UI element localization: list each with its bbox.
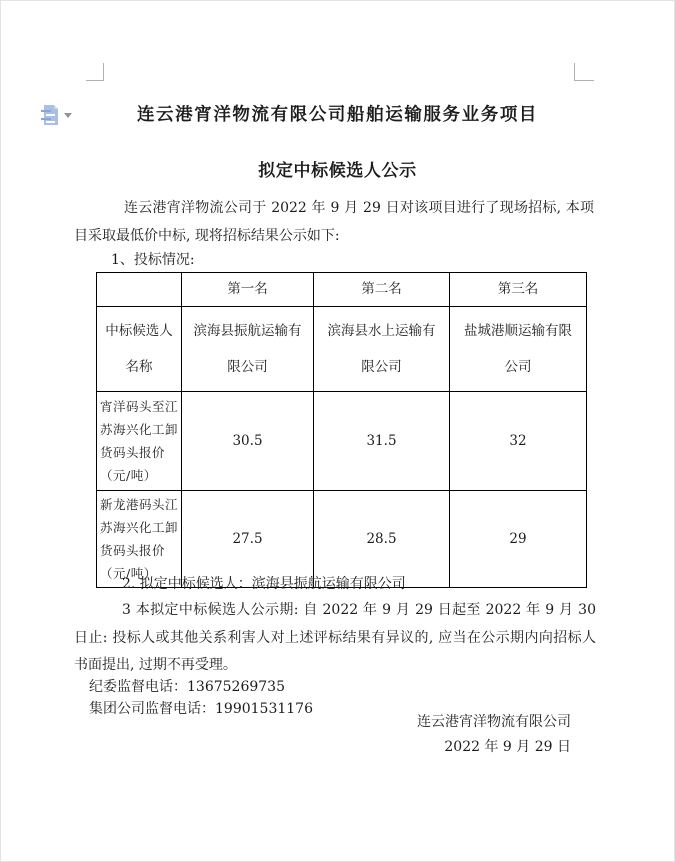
table-row-candidates (97, 307, 587, 392)
table-header-cell-second: 第二名 (314, 273, 450, 307)
section-3-text: 3 本拟定中标候选人公示期: 自 2022 年 9 月 29 日起至 2022 年 9 月 30 日止: 投标人或其他关系利害人对上述评标结果有异议的, 应当在公示期内向招标人书面提出, 过期不再受理。 (74, 602, 596, 673)
group-phone-line: 集团公司监督电话：19901531176 (89, 700, 313, 717)
signature-date: 2022 年 9 月 29 日 (444, 739, 571, 755)
candidate-cell: 滨海县水上运输有限公司 (314, 307, 450, 392)
signature-block (417, 710, 571, 760)
candidate-cell: 盐城港顺运输有限公司 (450, 307, 587, 392)
intro-paragraph: 连云港宵洋物流公司于 2022 年 9 月 29 日对该项目进行了现场招标, 本项目采取最低价中标, 现将招标结果公示如下: (74, 200, 594, 244)
row-label-cell: 新龙港码头江苏海兴化工卸货码头报价（元/吨） (97, 491, 182, 588)
price-cell: 30.5 (182, 392, 314, 491)
price-cell: 27.5 (182, 491, 314, 588)
table-header-cell-third: 第三名 (450, 273, 587, 307)
section-1-heading: 1、投标情况: (111, 252, 195, 268)
text-boundary-mark-top-left (86, 63, 104, 81)
table-header-cell-empty (97, 273, 182, 307)
price-cell: 28.5 (314, 491, 450, 588)
table-row-price-xiaoyang (97, 392, 587, 491)
table-header-row (97, 273, 587, 307)
text-boundary-mark-top-right (574, 63, 594, 81)
price-cell: 29 (450, 491, 587, 588)
document-title: 连云港宵洋物流有限公司船舶运输服务业务项目 (136, 105, 539, 125)
price-cell: 31.5 (314, 392, 450, 491)
table-header-cell-first: 第一名 (182, 273, 314, 307)
candidate-cell: 滨海县振航运输有限公司 (182, 307, 314, 392)
bid-results-table (96, 272, 587, 588)
price-cell: 32 (450, 392, 587, 491)
document-subtitle: 拟定中标候选人公示 (258, 161, 417, 181)
row-label-cell: 中标候选人名称 (97, 307, 182, 392)
signature-company: 连云港宵洋物流有限公司 (417, 714, 571, 730)
row-label-cell: 宵洋码头至江苏海兴化工卸货码头报价（元/吨） (97, 392, 182, 491)
section-2-text: 2. 拟定中标候选人：滨海县振航运输有限公司 (122, 576, 406, 592)
supervision-phones (89, 677, 313, 720)
discipline-phone-line: 纪委监督电话：13675269735 (89, 679, 285, 695)
